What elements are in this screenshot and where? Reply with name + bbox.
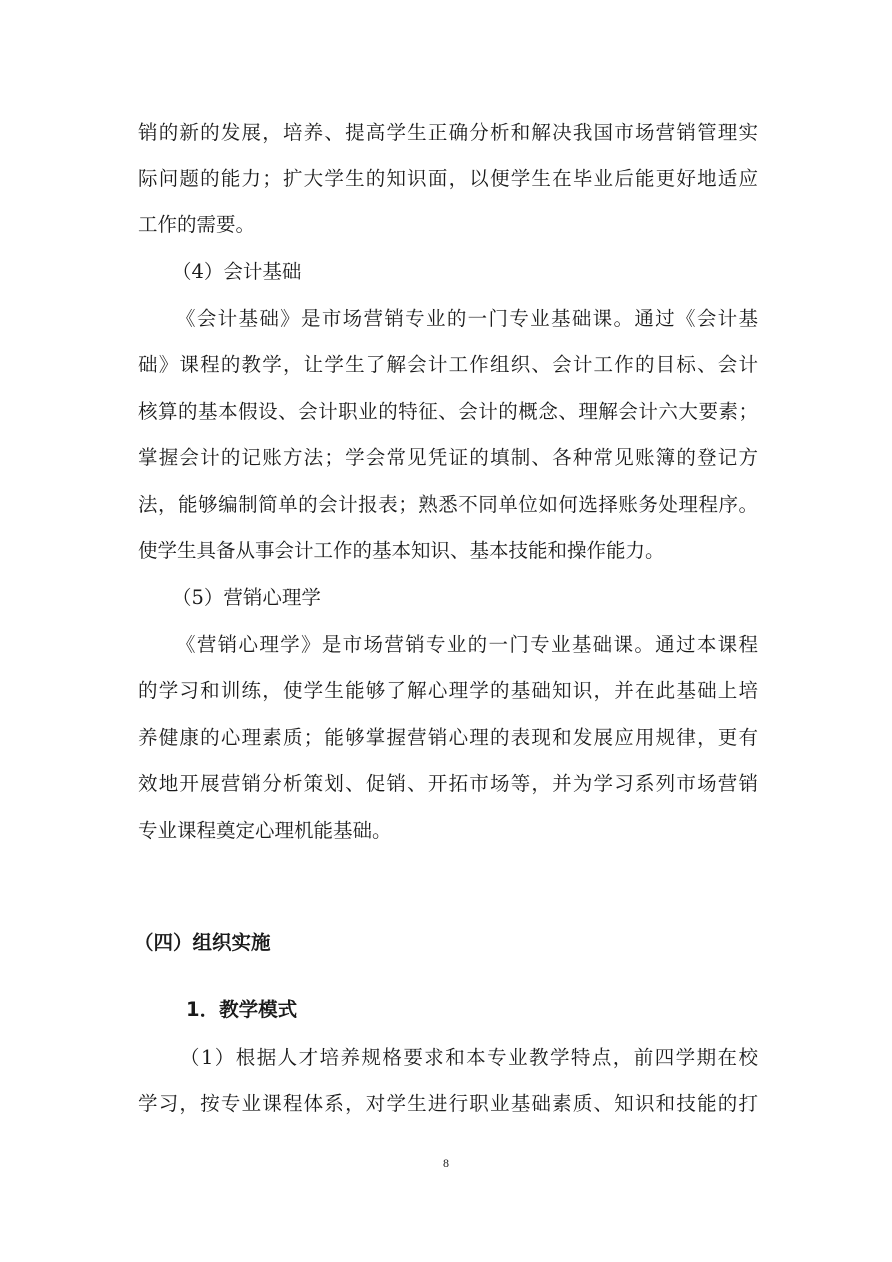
subsection-heading: 1．教学模式 [186,998,298,1021]
paragraph-line: 销的新的发展，培养、提高学生正确分析和解决我国市场营销管理实 [138,121,758,144]
paragraph-line: 工作的需要。 [138,213,256,236]
section-heading: （四）组织实施 [134,931,271,954]
paragraph-line: 核算的基本假设、会计职业的特征、会计的概念、理解会计六大要素； [138,400,758,423]
paragraph-line: （1）根据人才培养规格要求和本专业教学特点，前四学期在校 [180,1046,758,1069]
paragraph-line: 使学生具备从事会计工作的基本知识、基本技能和操作能力。 [138,539,665,562]
paragraph-line: 学习，按专业课程体系，对学生进行职业基础素质、知识和技能的打 [138,1092,758,1115]
paragraph-line: 法，能够编制简单的会计报表；熟悉不同单位如何选择账务处理程序。 [138,493,758,516]
paragraph-line: 效地开展营销分析策划、促销、开拓市场等，并为学习系列市场营销 [138,772,758,795]
page-number: 8 [443,1156,449,1170]
paragraph-line: 础》课程的教学，让学生了解会计工作组织、会计工作的目标、会计 [138,353,758,376]
paragraph-line: 养健康的心理素质；能够掌握营销心理的表现和发展应用规律，更有 [138,726,758,749]
paragraph-line: 掌握会计的记账方法；学会常见凭证的填制、各种常见账簿的登记方 [138,446,758,469]
paragraph-line: 《营销心理学》是市场营销专业的一门专业基础课。通过本课程 [176,633,758,656]
paragraph-line: 的学习和训练，使学生能够了解心理学的基础知识，并在此基础上培 [138,679,758,702]
subheading-accounting: （4）会计基础 [172,260,302,283]
paragraph-line: 《会计基础》是市场营销专业的一门专业基础课。通过《会计基 [176,307,758,330]
subheading-psychology: （5）营销心理学 [172,586,321,609]
paragraph-line: 际问题的能力；扩大学生的知识面，以便学生在毕业后能更好地适应 [138,167,758,190]
paragraph-line: 专业课程奠定心理机能基础。 [138,819,392,842]
